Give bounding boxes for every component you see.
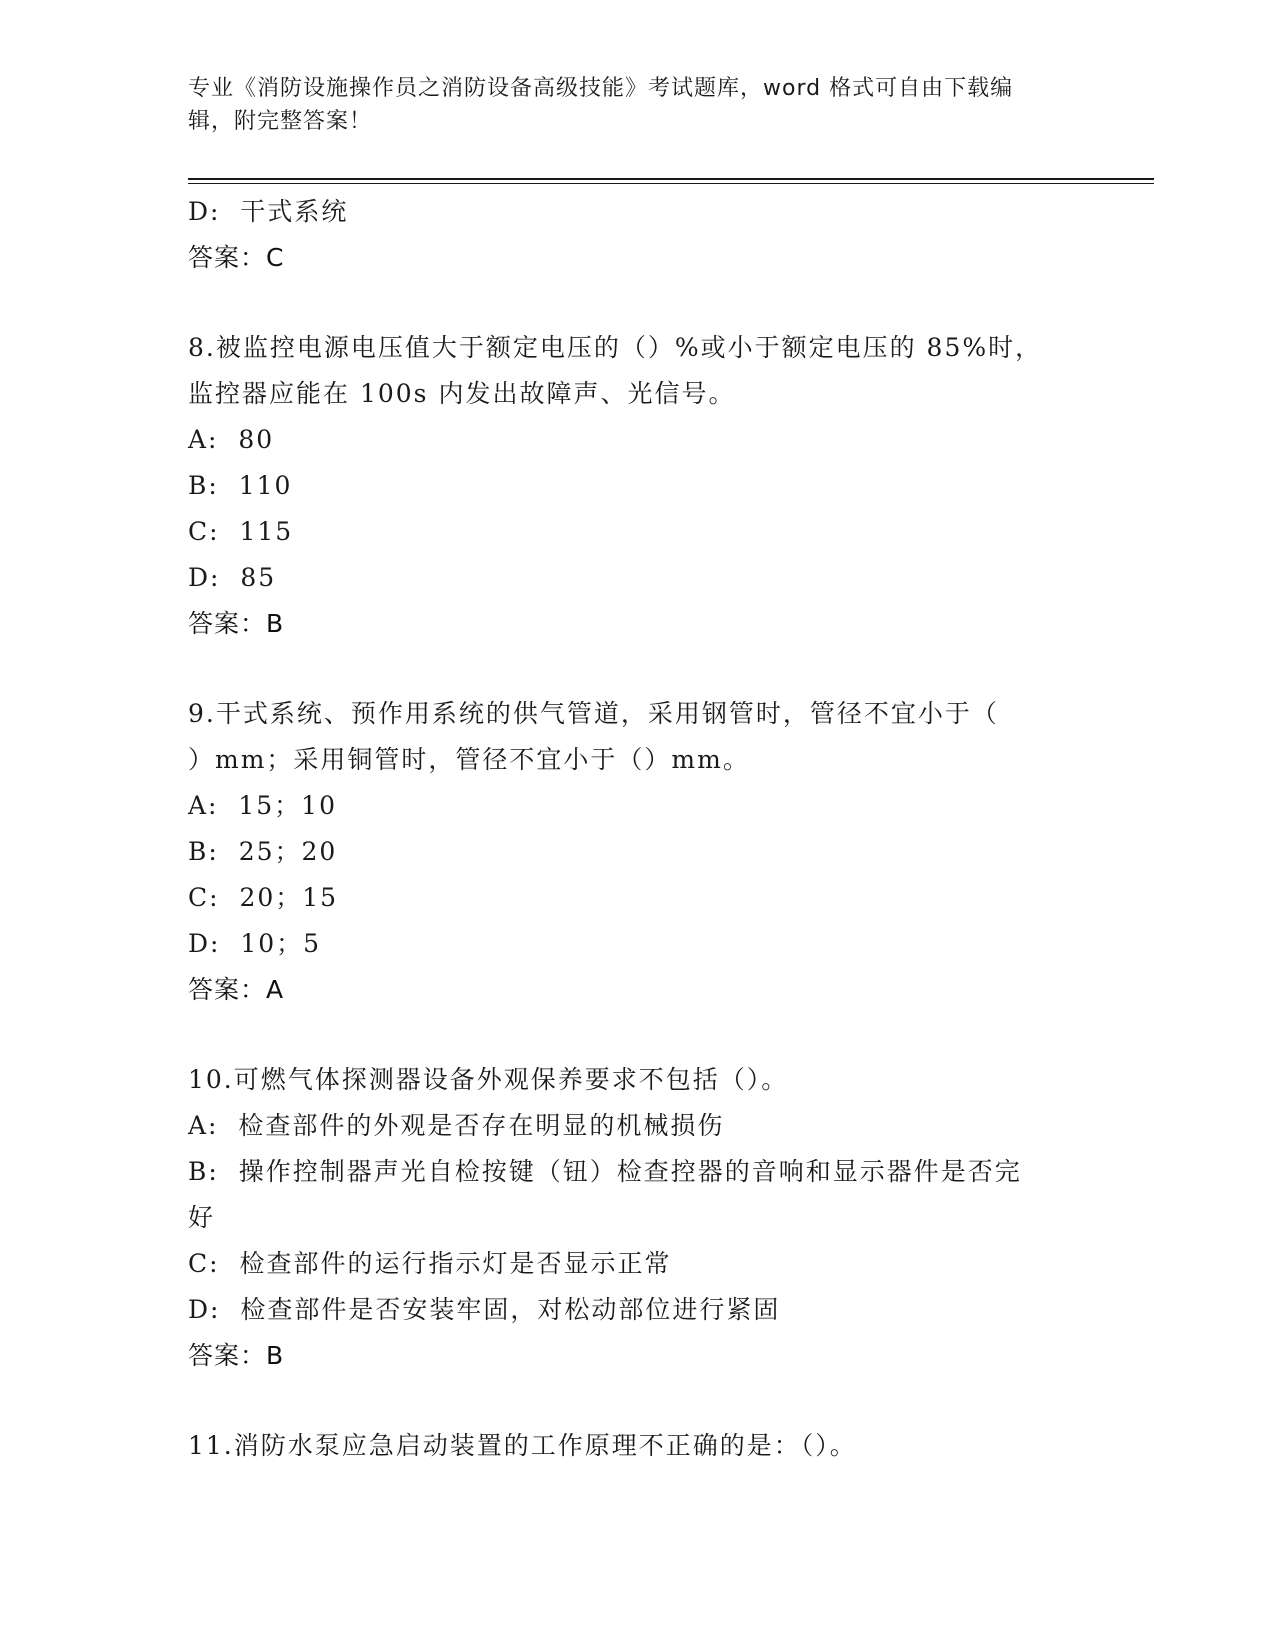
option-c: C: 115 <box>188 517 294 546</box>
header-line-1: 专业《消防设施操作员之消防设备高级技能》考试题库，word 格式可自由下载编 <box>188 76 1014 101</box>
answer-line: 答案：A <box>188 975 285 1004</box>
option-b: B: 110 <box>188 471 293 500</box>
option-d: D: 10；5 <box>188 929 322 958</box>
question-stem: 10.可燃气体探测器设备外观保养要求不包括（）。 <box>188 1065 789 1094</box>
answer-line: 答案：C <box>188 243 285 272</box>
header-divider-thick <box>188 178 1154 180</box>
option-d: D: 检查部件是否安装牢固，对松动部位进行紧固 <box>188 1295 781 1324</box>
option-a: A: 检查部件的外观是否存在明显的机械损伤 <box>188 1111 725 1140</box>
question-11 <box>188 1423 1088 1469</box>
option-b-continued: 好 <box>188 1203 216 1232</box>
question-stem: ）mm；采用铜管时，管径不宜小于（）mm。 <box>188 745 750 774</box>
question-content <box>188 189 1088 1469</box>
option-a: A: 80 <box>188 425 275 454</box>
question-7-tail <box>188 189 1088 281</box>
question-stem: 监控器应能在 100s 内发出故障声、光信号。 <box>188 379 736 408</box>
option-d: D: 85 <box>188 563 277 592</box>
option-a: A: 15；10 <box>188 791 337 820</box>
header-line-2: 辑，附完整答案！ <box>188 109 373 134</box>
option-c: C: 检查部件的运行指示灯是否显示正常 <box>188 1249 672 1278</box>
option-b: B: 操作控制器声光自检按键（钮）检查控器的音响和显示器件是否完 <box>188 1157 1022 1186</box>
option-d: D: 干式系统 <box>188 197 349 226</box>
question-9 <box>188 691 1088 1013</box>
answer-line: 答案：B <box>188 1341 285 1370</box>
answer-line: 答案：B <box>188 609 285 638</box>
question-stem: 9.干式系统、预作用系统的供气管道，采用钢管时，管径不宜小于（ <box>188 699 999 728</box>
document-header <box>188 72 1068 138</box>
header-divider-thin <box>188 183 1154 184</box>
question-8 <box>188 325 1088 647</box>
question-10 <box>188 1057 1088 1379</box>
option-c: C: 20；15 <box>188 883 339 912</box>
question-stem: 8.被监控电源电压值大于额定电压的（）%或小于额定电压的 85%时， <box>188 333 1043 362</box>
question-stem: 11.消防水泵应急启动装置的工作原理不正确的是：（）。 <box>188 1431 857 1460</box>
option-b: B: 25；20 <box>188 837 338 866</box>
